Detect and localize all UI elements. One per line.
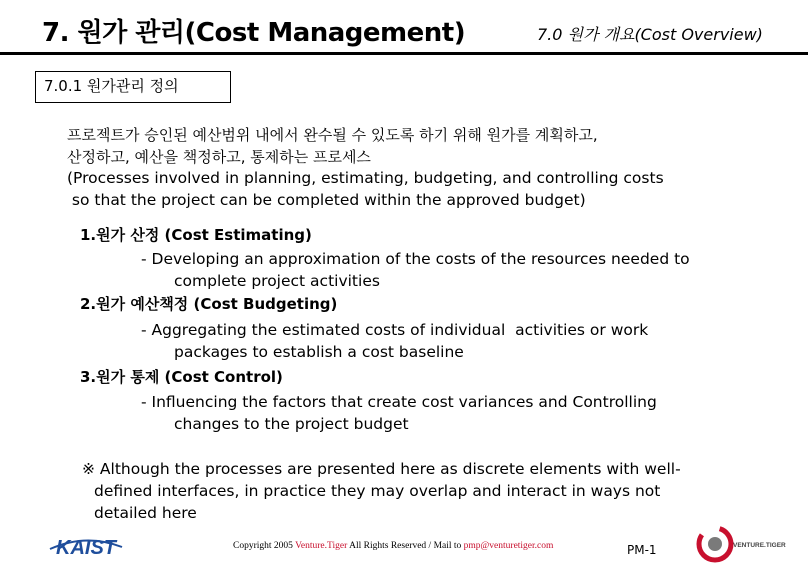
- venturetiger-logo: [697, 525, 786, 563]
- copyright-middle: All Rights Reserved / Mail to: [347, 541, 464, 551]
- item-description-line: - Developing an approximation of the costs of the resources needed to: [141, 250, 690, 268]
- item-heading: 2.원가 예산책정 (Cost Budgeting): [80, 295, 338, 313]
- copyright: [233, 541, 553, 551]
- note-line: defined interfaces, in practice they may overlap and interact in ways not: [94, 482, 661, 500]
- item-description-line: - Aggregating the estimated costs of individual activities or work: [141, 321, 649, 339]
- item-heading: 1.원가 산정 (Cost Estimating): [80, 226, 312, 244]
- item-description: [141, 319, 648, 363]
- definition-english-line: so that the project can be completed within the approved budget): [67, 191, 586, 209]
- item-description-line: packages to establish a cost baseline: [174, 343, 464, 361]
- item-heading: 3.원가 통제 (Cost Control): [80, 368, 283, 386]
- svg-text:KAIST: KAIST: [56, 537, 116, 559]
- header-divider: [0, 52, 808, 55]
- definition-english-line: (Processes involved in planning, estimating, budgeting, and controlling costs: [67, 169, 664, 187]
- item-description: [141, 248, 690, 292]
- item-description: [141, 391, 657, 435]
- item-description-line: - Influencing the factors that create cost variances and Controlling: [141, 393, 657, 411]
- definition-korean: [67, 124, 598, 168]
- section-heading: 7.0.1 원가관리 정의: [35, 71, 231, 103]
- page-title: 7. 원가 관리(Cost Management): [42, 18, 466, 48]
- venturetiger-logo-graphic: [697, 525, 786, 563]
- note: [82, 458, 681, 524]
- svg-text:VENTURE.TIGER: VENTURE.TIGER: [733, 542, 786, 549]
- definition-korean-line: 프로젝트가 승인된 예산범위 내에서 완수될 수 있도록 하기 위해 원가를 계획하고,: [67, 126, 598, 144]
- copyright-brand: Venture.Tiger: [295, 541, 348, 551]
- note-line: ※ Although the processes are presented here as discrete elements with well-: [82, 460, 681, 478]
- kaist-logo-graphic: [48, 527, 124, 557]
- note-line: detailed here: [94, 504, 197, 522]
- item-description-line: changes to the project budget: [174, 415, 409, 433]
- definition-english: [67, 167, 664, 211]
- kaist-logo: [48, 527, 124, 557]
- page-number: PM-1: [627, 543, 657, 557]
- definition-korean-line: 산정하고, 예산을 책정하고, 통제하는 프로세스: [67, 148, 371, 166]
- page-subtitle: 7.0 원가 개요(Cost Overview): [537, 25, 763, 44]
- copyright-prefix: Copyright 2005: [233, 541, 296, 551]
- copyright-email-link[interactable]: pmp@venturetiger.com: [463, 541, 554, 551]
- item-description-line: complete project activities: [174, 272, 380, 290]
